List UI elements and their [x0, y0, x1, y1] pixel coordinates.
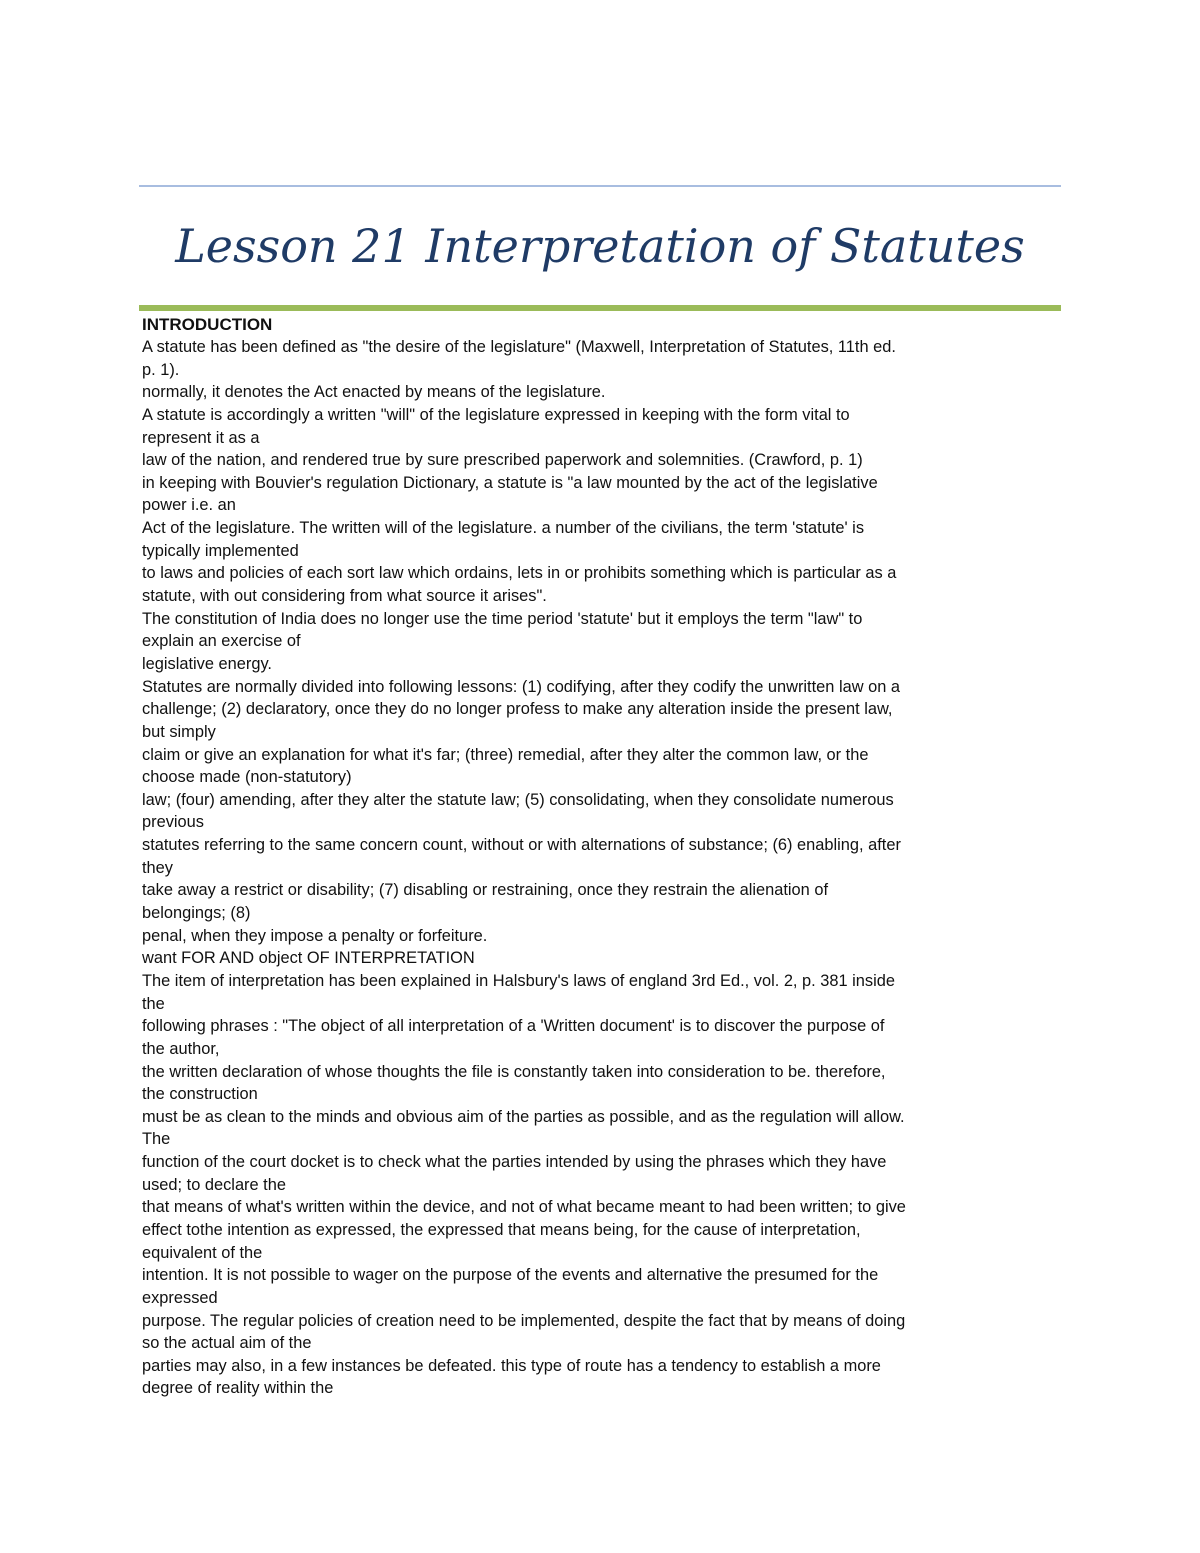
- body-text-line: function of the court docket is to check what the parties intended by using the phrases which they have: [142, 1153, 887, 1172]
- body-text-line: equivalent of the: [142, 1243, 263, 1262]
- body-text-line: A statute has been defined as "the desire of the legislature" (Maxwell, Interpretation of Statutes, 11th ed.: [142, 338, 896, 356]
- body-text-line: intention. It is not possible to wager on the purpose of the events and alternative the presumed for the: [142, 1266, 879, 1285]
- body-text-line: purpose. The regular policies of creation need to be implemented, despite the fact that by means of doing: [142, 1311, 906, 1330]
- body-text-line: statute, with out considering from what source it arises".: [142, 587, 547, 606]
- body-text-line: belongings; (8): [142, 904, 251, 923]
- body-text-line: The constitution of India does no longer use the time period 'statute' but it employs the term "law" to: [142, 609, 863, 628]
- body-text-line: p. 1).: [142, 360, 180, 379]
- body-text-line: challenge; (2) declaratory, once they do no longer profess to make any alteration inside the present law,: [142, 700, 893, 719]
- body-text-line: the: [142, 994, 165, 1013]
- body-text-line: so the actual aim of the: [142, 1334, 312, 1353]
- body-text-line: in keeping with Bouvier's regulation Dictionary, a statute is "a law mounted by the act of the legislative: [142, 473, 878, 492]
- body-text-line: they: [142, 858, 173, 877]
- body-text-line: statutes referring to the same concern count, without or with alternations of substance; (6) enabling, after: [142, 836, 901, 855]
- body-text-line: that means of what's written within the device, and not of what became meant to had been written; to give: [142, 1198, 906, 1217]
- document-title: Lesson 21 Interpretation of Statutes: [175, 219, 1025, 273]
- body-text-line: penal, when they impose a penalty or forfeiture.: [142, 926, 488, 945]
- body-text-line: the author,: [142, 1039, 220, 1058]
- body-text-line: claim or give an explanation for what it's far; (three) remedial, after they alter the common law, or the: [142, 745, 869, 764]
- body-text-line: degree of reality within the: [142, 1379, 334, 1398]
- title-top-rule: [139, 185, 1061, 187]
- body-text-line: previous: [142, 813, 204, 832]
- body-text-line: typically implemented: [142, 541, 299, 560]
- body-text-line: expressed: [142, 1288, 218, 1307]
- body-text-line: normally, it denotes the Act enacted by means of the legislature.: [142, 383, 606, 402]
- body-text-line: explain an exercise of: [142, 632, 301, 651]
- body-text-line: must be as clean to the minds and obvious aim of the parties as possible, and as the regulation will allow.: [142, 1107, 905, 1126]
- body-text-line: law; (four) amending, after they alter the statute law; (5) consolidating, when they consolidate numerous: [142, 790, 894, 809]
- body-text-line: legislative energy.: [142, 654, 272, 673]
- body-text-line: but simply: [142, 722, 216, 741]
- body-text-line: take away a restrict or disability; (7) disabling or restraining, once they restrain the alienation of: [142, 881, 829, 900]
- body-text-line: effect tothe intention as expressed, the expressed that means being, for the cause of interpretation,: [142, 1220, 861, 1239]
- body-text-line: represent it as a: [142, 428, 260, 447]
- body-text-line: the construction: [142, 1085, 258, 1104]
- title-bottom-rule: [139, 305, 1061, 311]
- body-text-line: choose made (non-statutory): [142, 768, 352, 787]
- body-text-line: A statute is accordingly a written "will" of the legislature expressed in keeping with the form vital to: [142, 405, 850, 424]
- body-text-line: The: [142, 1130, 171, 1149]
- body-text-line: used; to declare the: [142, 1175, 286, 1194]
- document-body: [142, 314, 1060, 1400]
- body-text-line: to laws and policies of each sort law which ordains, lets in or prohibits something which is particular as a: [142, 564, 897, 583]
- body-text-line: power i.e. an: [142, 496, 236, 515]
- body-text-line: following phrases : "The object of all interpretation of a 'Written document' is to discover the purpose of: [142, 1017, 885, 1036]
- body-text-line: parties may also, in a few instances be defeated. this type of route has a tendency to establish a more: [142, 1356, 881, 1375]
- body-text-line: Statutes are normally divided into following lessons: (1) codifying, after they codify the unwritten law on a: [142, 677, 901, 696]
- body-lines: [142, 336, 1060, 1400]
- body-text-line: want FOR AND object OF INTERPRETATION: [142, 949, 475, 968]
- section-heading: INTRODUCTION: [142, 315, 273, 334]
- body-text-line: law of the nation, and rendered true by sure prescribed paperwork and solemnities. (Crawford, p. 1): [142, 451, 863, 470]
- body-text-line: the written declaration of whose thoughts the file is constantly taken into consideration to be. therefore,: [142, 1062, 886, 1081]
- body-text-line: Act of the legislature. The written will of the legislature. a number of the civilians, the term 'statute' is: [142, 519, 865, 538]
- body-text-line: The item of interpretation has been explained in Halsbury's laws of england 3rd Ed., vol. 2, p. 381 inside: [142, 971, 895, 990]
